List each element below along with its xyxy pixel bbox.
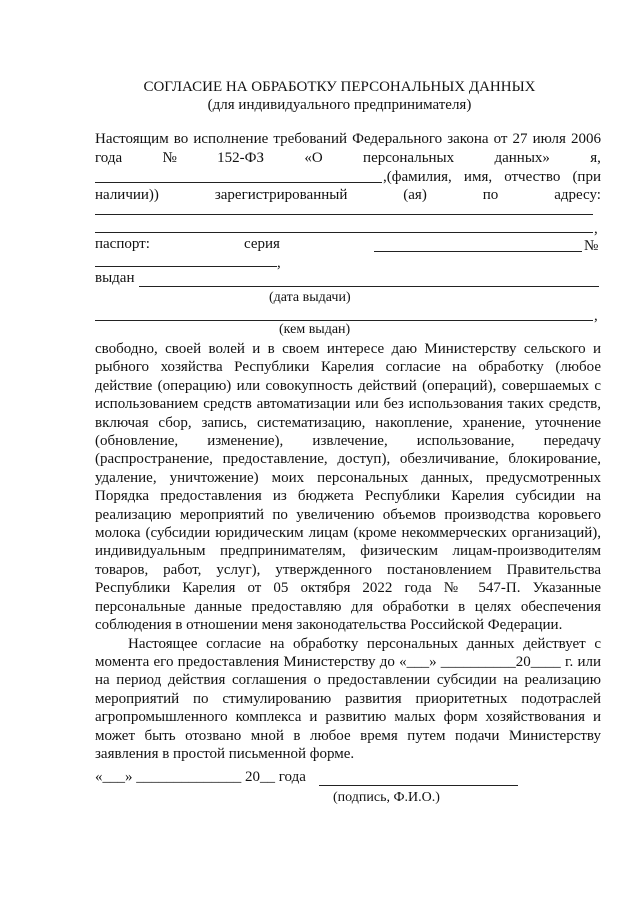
document-title: СОГЛАСИЕ НА ОБРАБОТКУ ПЕРСОНАЛЬНЫХ ДАННЫХ xyxy=(143,79,536,95)
full-name-field[interactable] xyxy=(95,182,382,183)
consent-paragraph-1: свободно, своей волей и в своем интересе даю Министерству сельского и рыбного хозяйства Республики Карелия согласие на обработку (любое действие (операцию) или совокупность действий (операций), совершаемых с использованием средств автоматизации или без использования таких средств, включая сбор, запись, систематизацию, накопление, хранение, уточнение (обновление, изменение), извлечение, использование, передачу (распространение, предоставление, доступ), обезличивание, блокирование, удаление, уничтожение) моих персональных данных, предусмотренных Порядка предоставления из бюджета Республики Карелия субсидии на реализацию мероприятий по увеличению объемов производства коровьего молока (субсидии юридическим лицам (кроме некоммерческих организаций), индивидуальным предпринимателям, физическим лицам-производителям товаров, работ, услуг), утвержденного постановлением Правительства Республики Карелия от 05 октября 2022 года № 547-П. Указанные персональные данные предоставляю для обработки в целях обеспечения соблюдения в отношении меня законодательства Российской Федерации. xyxy=(95,341,601,634)
intro-line-1: Настоящим во исполнение требований Федерального закона от 27 июля 2006 xyxy=(95,131,601,147)
intro-word: наличии)) xyxy=(95,187,159,203)
consent-paragraph-2: Настоящее согласие на обработку персональных данных действует с момента его предоставления Министерству до «___» __________20____ г. или на период действия соглашения о предоставлении субсидии на реализацию мероприятий по стимулированию развития приоритетных подотраслей агропромышленного комплекса и развитию малых форм хозяйствования и может быть отозвано мной в любое время путем подачи Министерству заявления в простой письменной форме. xyxy=(95,635,601,762)
issued-by-comma: , xyxy=(594,308,598,324)
intro-word: «О xyxy=(304,150,323,166)
intro-word: (ая) xyxy=(403,187,427,203)
intro-word: по xyxy=(482,187,499,203)
intro-word: года xyxy=(95,150,123,166)
full-name-caption xyxy=(383,169,601,186)
issued-by-field[interactable] xyxy=(95,320,593,321)
intro-word: зарегистрированный xyxy=(214,187,348,203)
intro-word: № xyxy=(162,150,177,166)
intro-word: персональных xyxy=(363,150,455,166)
issue-date-field[interactable] xyxy=(139,286,599,287)
intro-line-4 xyxy=(95,187,601,204)
date-line: «___» ______________ 20__ года xyxy=(95,769,306,785)
intro-word: 152-ФЗ xyxy=(217,150,265,166)
intro-word: данных» xyxy=(494,150,550,166)
address-comma: , xyxy=(594,221,598,237)
intro-word: адресу: xyxy=(554,187,601,203)
address-field-1[interactable] xyxy=(95,214,593,215)
passport-series-field[interactable] xyxy=(95,266,277,267)
passport-number-field[interactable] xyxy=(374,251,582,252)
consent-body xyxy=(95,340,601,763)
document-subtitle: (для индивидуального предпринимателя) xyxy=(207,97,472,113)
signature-caption: (подпись, Ф.И.О.) xyxy=(333,790,440,805)
intro-line-2 xyxy=(95,150,601,167)
intro-word: я, xyxy=(590,150,601,166)
passport-label: паспорт: xyxy=(95,236,150,252)
signature-field[interactable] xyxy=(319,785,518,786)
issued-label: выдан xyxy=(95,270,135,286)
series-label: серия xyxy=(244,236,280,252)
number-sign: № xyxy=(584,238,599,254)
issued-by-caption: (кем выдан) xyxy=(279,322,351,337)
passport-comma: , xyxy=(277,255,281,271)
full-name-caption-text: ,(фамилия, имя, отчество (при xyxy=(383,169,601,185)
address-field-2[interactable] xyxy=(95,232,593,233)
issue-date-caption: (дата выдачи) xyxy=(269,290,351,305)
